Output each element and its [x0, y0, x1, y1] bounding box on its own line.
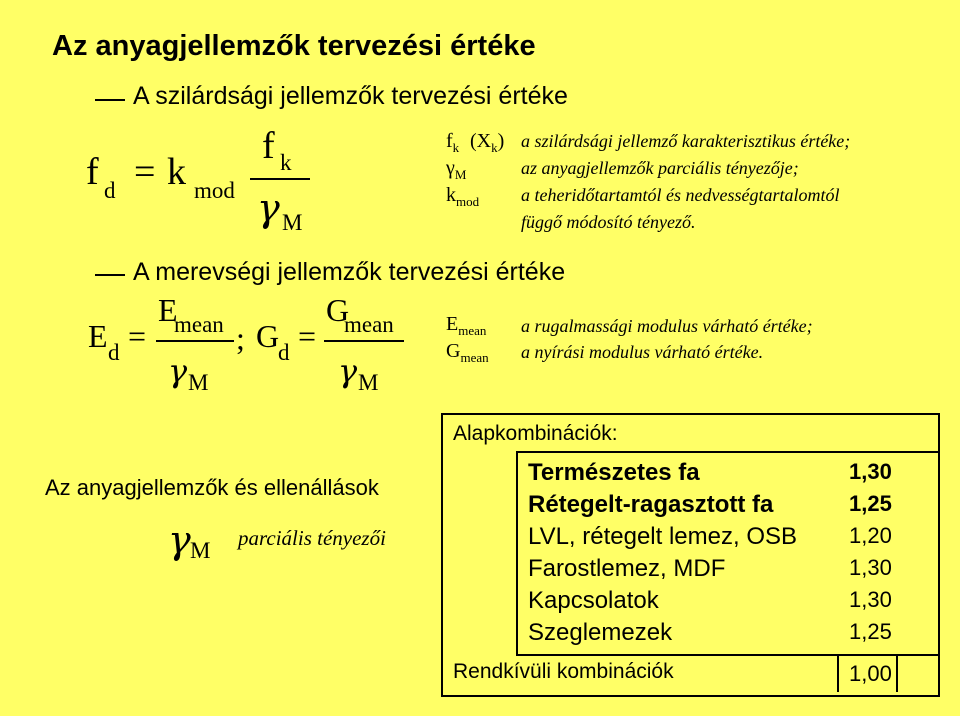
heading-dash	[95, 274, 125, 276]
table-row-label: Természetes fa	[528, 459, 700, 486]
table-row-label: Szeglemezek	[528, 619, 673, 646]
table-row-label: LVL, rétegelt lemez, OSB	[528, 523, 798, 550]
table-row-value: 1,30	[849, 587, 892, 612]
desc-fk: a szilárdsági jellemző karakterisztikus értéke;	[521, 131, 851, 151]
formula-gamma1-sub: M	[188, 370, 209, 395]
left-gamma-sub: M	[190, 538, 211, 563]
formula-Emean-sub: mean	[174, 312, 224, 337]
fraction-line	[324, 340, 404, 342]
table-row-value: 1,25	[849, 491, 892, 516]
formula-fk-sub: k	[280, 150, 292, 175]
page-title: Az anyagjellemzők tervezési értéke	[52, 30, 536, 62]
left-gamma: γ	[168, 518, 191, 562]
desc-Gmean: a nyírási modulus várható értéke.	[521, 342, 764, 362]
table-row-value: 1,30	[849, 459, 892, 484]
formula-fd: f	[86, 151, 99, 193]
fraction-line	[156, 340, 234, 342]
table-row-label: Farostlemez, MDF	[528, 555, 726, 582]
partial-factor-desc: parciális tényezői	[238, 526, 386, 550]
desc-Emean: a rugalmassági modulus várható értéke;	[521, 316, 813, 336]
formula-E-sub: d	[108, 340, 120, 365]
formula-fd-sub: d	[104, 178, 116, 203]
sym-kmod: $k_{mod}$	[446, 184, 480, 209]
formula-Gmean: G	[326, 292, 350, 328]
strength-heading: A szilárdsági jellemzők tervezési értéke	[133, 82, 568, 110]
sym-fk: $f_k$	[446, 130, 460, 155]
formula-sep: ;	[236, 320, 245, 356]
heading-dash	[95, 99, 125, 101]
formula-k: k	[167, 151, 186, 193]
desc-gamma: az anyagjellemzők parciális tényezője;	[521, 158, 799, 178]
table-header: Alapkombinációk:	[453, 422, 618, 445]
table-row-value: 1,25	[849, 619, 892, 644]
table-row-value: 1,30	[849, 555, 892, 580]
table-footer-label: Rendkívüli kombinációk	[453, 660, 674, 683]
table-footer-value: 1,00	[849, 661, 892, 686]
formula-gamma2: γ	[338, 352, 358, 390]
formula-eq: =	[134, 151, 156, 193]
sym-Gmean: $G_{mean}$	[446, 340, 489, 365]
formula-fk: f	[262, 125, 275, 167]
table-row-label: Kapcsolatok	[528, 587, 659, 614]
stiffness-heading: A merevségi jellemzők tervezési értéke	[133, 258, 566, 286]
sym-xk: $(X_k)$	[470, 130, 505, 155]
formula-G-sub: d	[278, 340, 290, 365]
sym-Emean: $E_{mean}$	[446, 313, 487, 338]
formula-eq2: =	[298, 318, 317, 354]
formula-G: G	[256, 318, 280, 354]
sym-gamma: $\gamma_M$	[446, 157, 467, 182]
formula-gamma-sub: M	[282, 210, 303, 235]
table-row-value: 1,20	[849, 523, 892, 548]
formula-k-sub: mod	[194, 178, 235, 203]
partial-factor-label: Az anyagjellemzők és ellenállások	[45, 475, 379, 500]
formula-eq1: =	[128, 318, 147, 354]
formula-Emean: E	[158, 292, 178, 328]
formula-gamma2-sub: M	[358, 370, 379, 395]
formula-E: E	[88, 318, 108, 354]
desc-kmod-cont: függő módosító tényező.	[521, 212, 696, 232]
table-row-label: Rétegelt-ragasztott fa	[528, 491, 774, 518]
fraction-line	[250, 178, 310, 180]
formula-gamma1: γ	[168, 352, 188, 390]
formula-Gmean-sub: mean	[344, 312, 394, 337]
desc-kmod: a teheridőtartamtól és nedvességtartalomtól	[521, 185, 840, 205]
formula-gamma: γ	[257, 186, 280, 230]
